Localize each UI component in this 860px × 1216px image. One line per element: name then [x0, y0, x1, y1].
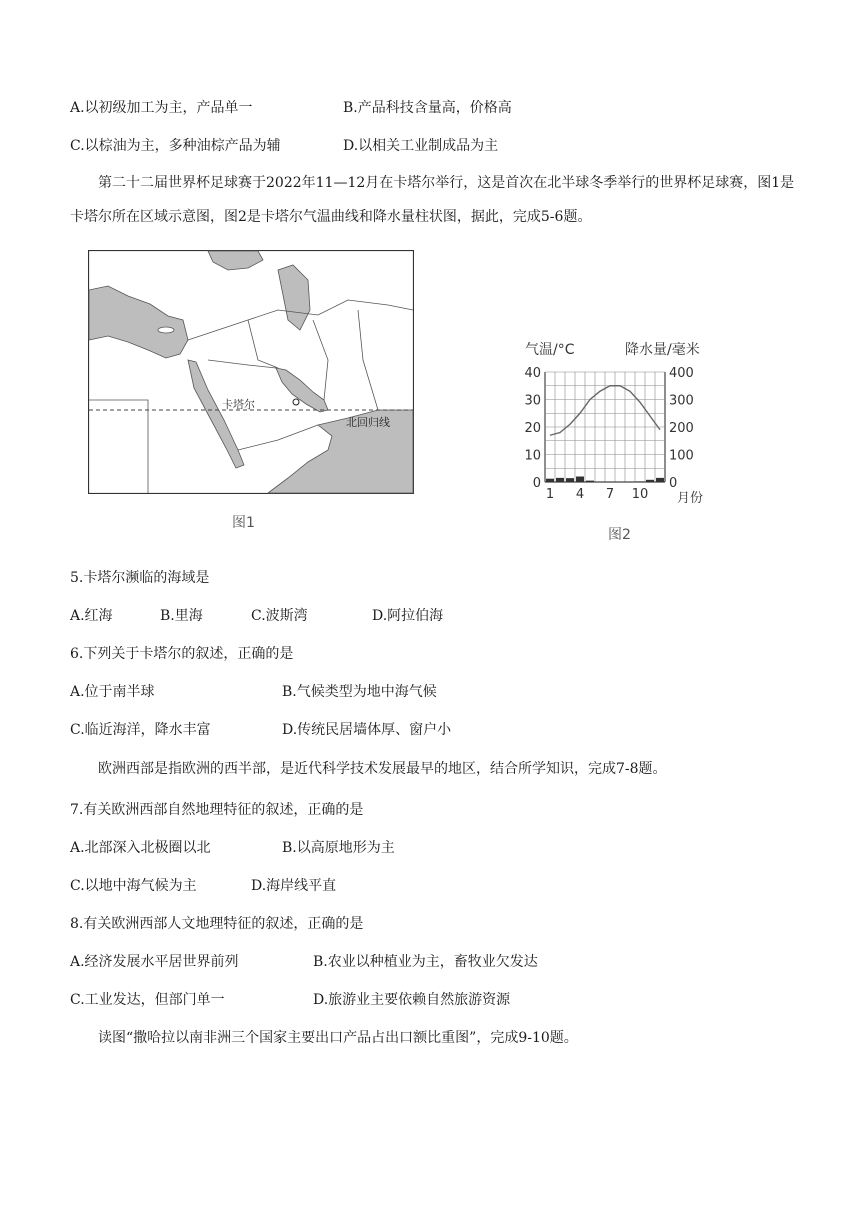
q7-option-a: A.北部深入北极圈以北 — [70, 840, 211, 856]
month-tick-label: 1 — [545, 487, 555, 502]
q6-option-b: B.气候类型为地中海气候 — [282, 684, 437, 700]
q8-option-a: A.经济发展水平居世界前列 — [70, 954, 239, 970]
month-tick-label: 10 — [631, 487, 649, 502]
intro-7-8: 欧洲西部是指欧洲的西半部，是近代科学技术发展最早的地区，结合所学知识，完成7-8题。 — [98, 761, 667, 777]
precip-bar — [566, 478, 574, 482]
temp-tick-label: 20 — [524, 421, 541, 436]
q6-option-a: A.位于南半球 — [70, 684, 155, 700]
temp-tick-label: 30 — [524, 393, 541, 409]
q4-option-c: C.以棕油为主，多种油棕产品为辅 — [70, 138, 281, 154]
precip-bar — [586, 481, 594, 482]
precip-bar — [636, 481, 644, 482]
q5-option-a: A.红海 — [70, 608, 113, 624]
intro-9-10: 读图“撒哈拉以南非洲三个国家主要出口产品占出口额比重图”，完成9-10题。 — [98, 1030, 578, 1046]
q6-stem: 6.下列关于卡塔尔的叙述，正确的是 — [70, 646, 294, 662]
q7-option-d: D.海岸线平直 — [251, 878, 337, 894]
q4-option-a: A.以初级加工为主，产品单一 — [70, 100, 253, 116]
q7-option-c: C.以地中海气候为主 — [70, 878, 197, 894]
precip-bar — [656, 478, 664, 482]
precip-bar — [546, 479, 554, 482]
precip-bar — [576, 477, 584, 483]
month-tick-label: 4 — [575, 487, 585, 502]
q4-option-b: B.产品科技含量高，价格高 — [343, 100, 512, 116]
figure-2-caption: 图2 — [608, 527, 631, 543]
q7-stem: 7.有关欧洲西部自然地理特征的叙述，正确的是 — [70, 802, 364, 818]
chart-ylabel-precip: 降水量/毫米 — [625, 342, 700, 358]
q6-option-d: D.传统民居墙体厚、窗户小 — [282, 722, 452, 738]
precip-bar — [556, 478, 564, 482]
q6-option-c: C.临近海洋，降水丰富 — [70, 722, 211, 738]
figure-1-map — [88, 250, 414, 494]
q5-stem: 5.卡塔尔濒临的海域是 — [70, 570, 210, 586]
precip-tick-label: 0 — [669, 476, 678, 491]
chart-ylabel-temp: 气温/°C — [525, 342, 575, 358]
precip-tick-label: 300 — [669, 393, 694, 409]
intro-5-6: 第二十二届世界杯足球赛于2022年11—12月在卡塔尔举行，这是首次在北半球冬季举行的世界杯足球赛，图1是卡塔尔所在区域示意图，图2是卡塔尔气温曲线和降水量柱状图，据此，完成5-6题。 — [70, 175, 795, 225]
temp-tick-label: 0 — [532, 476, 541, 491]
q8-stem: 8.有关欧洲西部人文地理特征的叙述，正确的是 — [70, 916, 364, 932]
q5-option-c: C.波斯湾 — [251, 608, 308, 624]
precip-tick-label: 100 — [669, 448, 694, 464]
temp-tick-label: 10 — [524, 448, 541, 464]
q5-option-b: B.里海 — [160, 608, 203, 624]
figure-1-caption: 图1 — [232, 515, 255, 531]
q8-option-d: D.旅游业主要依赖自然旅游资源 — [313, 992, 511, 1008]
precip-bar — [646, 480, 654, 482]
q7-option-b: B.以高原地形为主 — [282, 840, 395, 856]
q8-option-c: C.工业发达，但部门单一 — [70, 992, 225, 1008]
map-label-tropic: 北回归线 — [346, 416, 390, 429]
chart-xlabel-month: 月份 — [677, 491, 704, 506]
temp-tick-label: 40 — [524, 366, 541, 381]
map-label-qatar: 卡塔尔 — [222, 398, 255, 411]
q4-option-d: D.以相关工业制成品为主 — [343, 138, 499, 154]
q5-option-d: D.阿拉伯海 — [372, 608, 444, 624]
figure-2-climate-chart — [515, 338, 730, 510]
precip-tick-label: 200 — [669, 421, 694, 436]
q8-option-b: B.农业以种植业为主，畜牧业欠发达 — [313, 954, 538, 970]
precip-tick-label: 400 — [669, 366, 694, 381]
month-tick-label: 7 — [605, 487, 615, 502]
